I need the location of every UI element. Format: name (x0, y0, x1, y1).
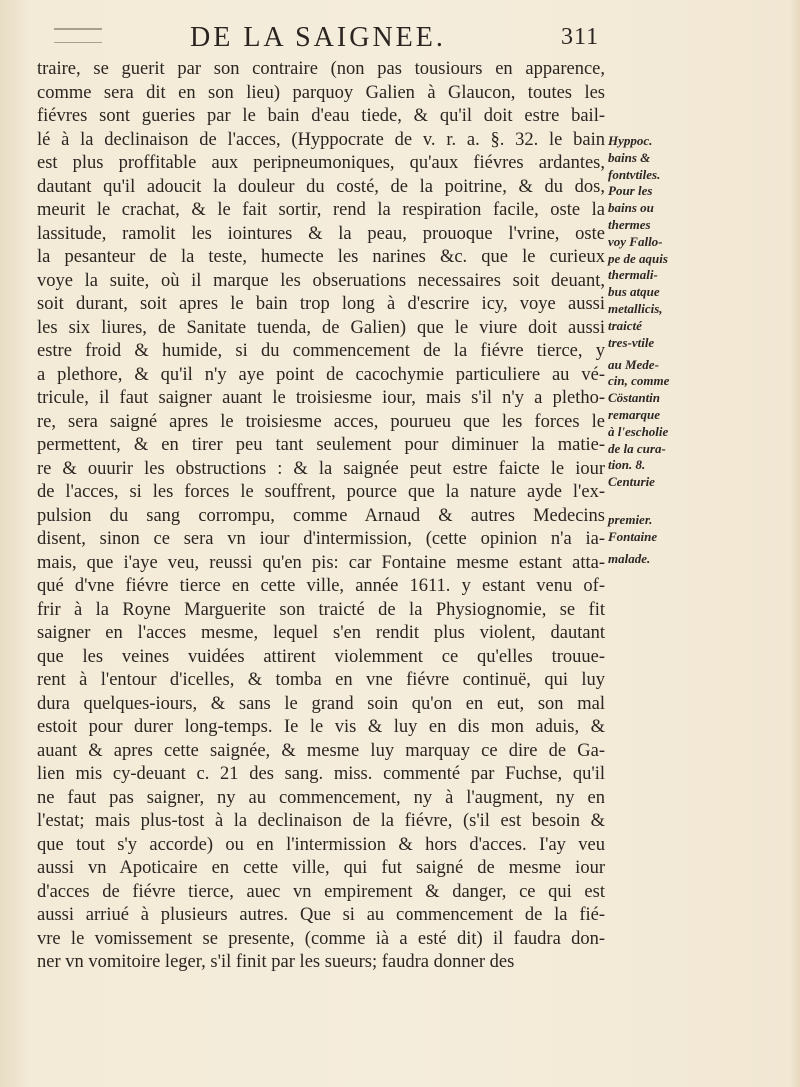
text-line: de l'acces, si les forces le souffrent, pource que la nature ayde l'ex- (37, 482, 605, 502)
margin-note: thermes (608, 216, 651, 232)
margin-note: pe de aquis (608, 250, 668, 266)
text-line: dura quelques-iours, & sans le grand soin qu'on en eut, son mal (37, 693, 605, 714)
page-number: 311 (561, 24, 600, 50)
margin-note: à l'escholie (608, 423, 669, 439)
margin-note: Cöstantin (608, 390, 661, 406)
text-line: meurit le crachat, & le fait sortir, rend la respiration facile, oste la (37, 200, 605, 220)
margin-note: bains ou (608, 200, 654, 216)
text-line: comme sera dit en son lieu) parquoy Galien à Glaucon, toutes les (37, 82, 605, 103)
margin-note: Pour les (608, 183, 653, 199)
text-line: aussi arriué à plusieurs autres. Que si au commencement de la fié- (37, 905, 605, 925)
margin-note: Hyppoc. (608, 133, 653, 148)
text-line: vre le vomissement se presente, (comme ià a esté dit) il faudra don- (37, 928, 605, 949)
margin-note: au Mede- (608, 356, 659, 372)
text-line: d'acces de fiévre tierce, auec vn empirement & danger, ce qui est (37, 881, 605, 902)
margin-notes (608, 133, 700, 568)
margin-note: Centurie (608, 474, 655, 490)
header-ornament (54, 28, 102, 43)
text-line: les six liures, de Sanitate tuenda, de Galien) que le viure doit aussi (37, 317, 605, 338)
text-line: estoit pour durer long-temps. Ie le vis & luy en dis mon aduis, & (37, 717, 605, 737)
text-line: soit durant, soit apres le bain trop long à d'escrire icy, voye aussi (37, 294, 605, 314)
text-line: qué d'vne fiévre tierce en cette ville, année 1611. y estant venu of- (37, 576, 605, 596)
margin-note: tres-vtile (608, 334, 655, 350)
margin-note: bus atque (608, 284, 660, 300)
margin-note: metallicis, (608, 300, 663, 316)
text-line: fiévres sont gueries par le bain d'eau tiede, & qu'il doit estre bail- (37, 106, 605, 126)
text-line: ner vn vomitoire leger, s'il finit par les sueurs; faudra donner des (37, 952, 515, 972)
margin-note: premier. (608, 512, 653, 528)
text-line: la pesanteur de la teste, humecte les narines &c. que le curieux (37, 247, 605, 267)
margin-note: de la cura- (608, 440, 666, 456)
text-line: rent à l'entour d'icelles, & tomba en vne fiévre continuë, qui luy (37, 670, 605, 690)
text-line: tricule, il faut saigner auant le troisiesme iour, mais s'il n'y a pletho- (37, 388, 605, 408)
text-line: que les veines vuidées attirent violemment ce qu'elles trouue- (37, 646, 605, 667)
margin-note: tion. 8. (608, 457, 646, 473)
text-line: lien mis cy-deuant c. 21 des sang. miss. commenté par Fuchse, qu'il (37, 764, 605, 784)
margin-note: Fontaine (608, 528, 658, 544)
margin-note: malade. (608, 550, 651, 566)
text-line: mais, que i'aye veu, reussi qu'en pis: car Fontaine mesme estant atta- (37, 552, 605, 573)
text-line: permettent, & en tirer peu tant seulement pour diminuer la matie- (37, 435, 605, 455)
text-line: lé à la declinaison de l'acces, (Hyppocrate de v. r. a. §. 32. le bain (37, 129, 605, 150)
text-line: saigner en l'acces mesme, lequel s'en rendit plus violent, dautant (37, 623, 605, 643)
margin-note: bains & (608, 149, 651, 165)
margin-note: thermali- (608, 267, 658, 283)
text-line: frir à la Royne Marguerite son traicté de la Physiognomie, se fit (37, 599, 605, 620)
text-line: voye la suite, où il marque les obseruations necessaires soit deuant, (37, 270, 605, 291)
text-line: pulsion du sang corrompu, comme Arnaud & autres Medecins (37, 505, 605, 526)
text-line: dautant qu'il adoucit la douleur du costé, de la poitrine, & du dos, (37, 176, 605, 197)
text-line: l'estat; mais plus-tost à la declinaison de la fiévre, (s'il est besoin & (37, 811, 605, 831)
text-line: a plethore, & qu'il n'y aye point de cacochymie particuliere au vé- (37, 364, 605, 385)
text-line: que tout s'y accorde) ou en l'intermission & hors d'acces. I'ay veu (37, 834, 605, 855)
text-line: re, sera saigné apres le troisiesme acces, pourueu que les forces le (37, 411, 605, 432)
margin-note: fontvtiles. (608, 166, 661, 182)
text-line: est plus proffitable aux peripneumoniques, qu'aux fiévres ardantes, (37, 153, 605, 173)
text-line: estre froid & humide, si du commencement de la fiévre tierce, y (37, 341, 605, 361)
text-line: auant & apres cette saignée, & mesme luy marquay ce dire de Ga- (37, 740, 605, 761)
text-line: lassitude, ramolit les iointures & la peau, prouoque l'vrine, oste (37, 223, 605, 244)
margin-note: voy Fallo- (608, 233, 663, 249)
body-text (37, 58, 605, 975)
text-line: traire, se guerit par son contraire (non pas tousiours en apparence, (37, 59, 605, 79)
text-line: re & ouurir les obstructions : & la saignée peut estre faicte le iour (37, 458, 605, 479)
running-head: DE LA SAIGNEE. (190, 22, 446, 53)
text-line: ne faut pas saigner, ny au commencement, ny à l'augment, ny en (37, 787, 605, 808)
margin-note: remarque (608, 406, 660, 422)
text-line: disent, sinon ce sera vn iour d'intermission, (cette opinion n'a ia- (37, 529, 605, 549)
margin-note: traicté (608, 317, 642, 333)
text-line: aussi vn Apoticaire en cette ville, qui fut saigné de mesme iour (37, 858, 605, 878)
margin-note: cin, comme (608, 373, 670, 389)
